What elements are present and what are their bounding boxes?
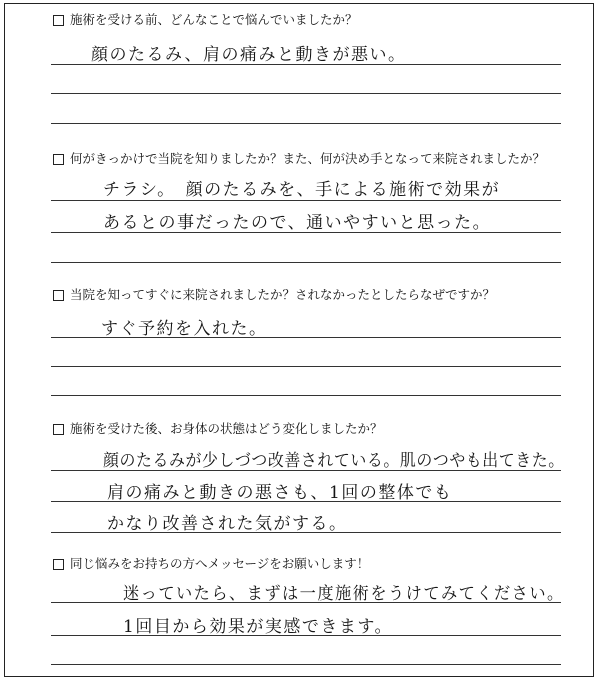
checkbox-2[interactable]: [53, 154, 64, 165]
question-3-text: 当院を知ってすぐに来院されましたか？されなかったとしたらなぜですか？: [70, 287, 496, 302]
rule-line: [51, 366, 561, 367]
question-3: [53, 287, 495, 303]
question-4: [53, 421, 383, 437]
question-2: [53, 151, 545, 167]
answer-4-line-2: 肩の痛みと動きの悪さも、1回の整体でも: [107, 483, 453, 503]
answer-2-line-1: チラシ。 顔のたるみを、手による施術で効果が: [103, 180, 501, 200]
question-4-text: 施術を受けた後、お身体の状態はどう変化しましたか？: [70, 421, 383, 436]
question-1: [53, 12, 358, 28]
rule-line: [51, 64, 561, 65]
rule-line: [51, 602, 561, 603]
rule-line: [51, 395, 561, 396]
rule-line: [51, 664, 561, 665]
answer-3-line-1: すぐ予約を入れた。: [101, 319, 268, 339]
question-2-text: 何がきっかけで当院を知りましたか？また、何が決め手となって来院されましたか？: [70, 151, 546, 166]
answer-5-line-1: 迷っていたら、まずは一度施術をうけてみてください。: [123, 584, 565, 604]
rule-line: [51, 501, 561, 502]
checkbox-3[interactable]: [53, 290, 64, 301]
questionnaire-sheet: [4, 3, 594, 677]
answer-4-line-1: 顔のたるみが少しづつ改善されている。肌のつやも出てきた。: [103, 451, 565, 471]
checkbox-5[interactable]: [53, 559, 64, 570]
question-5-text: 同じ悩みをお持ちの方へメッセージをお願いします！: [70, 556, 370, 571]
checkbox-4[interactable]: [53, 424, 64, 435]
rule-line: [51, 337, 561, 338]
answer-4-line-3: かなり改善された気がする。: [107, 514, 348, 534]
answer-1-line-1: 顔のたるみ、肩の痛みと動きが悪い。: [91, 45, 407, 65]
answer-2-line-2: あるとの事だったので、通いやすいと思った。: [103, 213, 492, 233]
question-5: [53, 556, 369, 572]
rule-line: [51, 232, 561, 233]
rule-line: [51, 200, 561, 201]
rule-line: [51, 635, 561, 636]
rule-line: [51, 123, 561, 124]
rule-line: [51, 532, 561, 533]
answer-5-line-2: 1回目から効果が実感できます。: [123, 617, 393, 637]
checkbox-1[interactable]: [53, 15, 64, 26]
rule-line: [51, 262, 561, 263]
rule-line: [51, 93, 561, 94]
rule-line: [51, 470, 561, 471]
question-1-text: 施術を受ける前、どんなことで悩んでいましたか？: [70, 12, 358, 27]
